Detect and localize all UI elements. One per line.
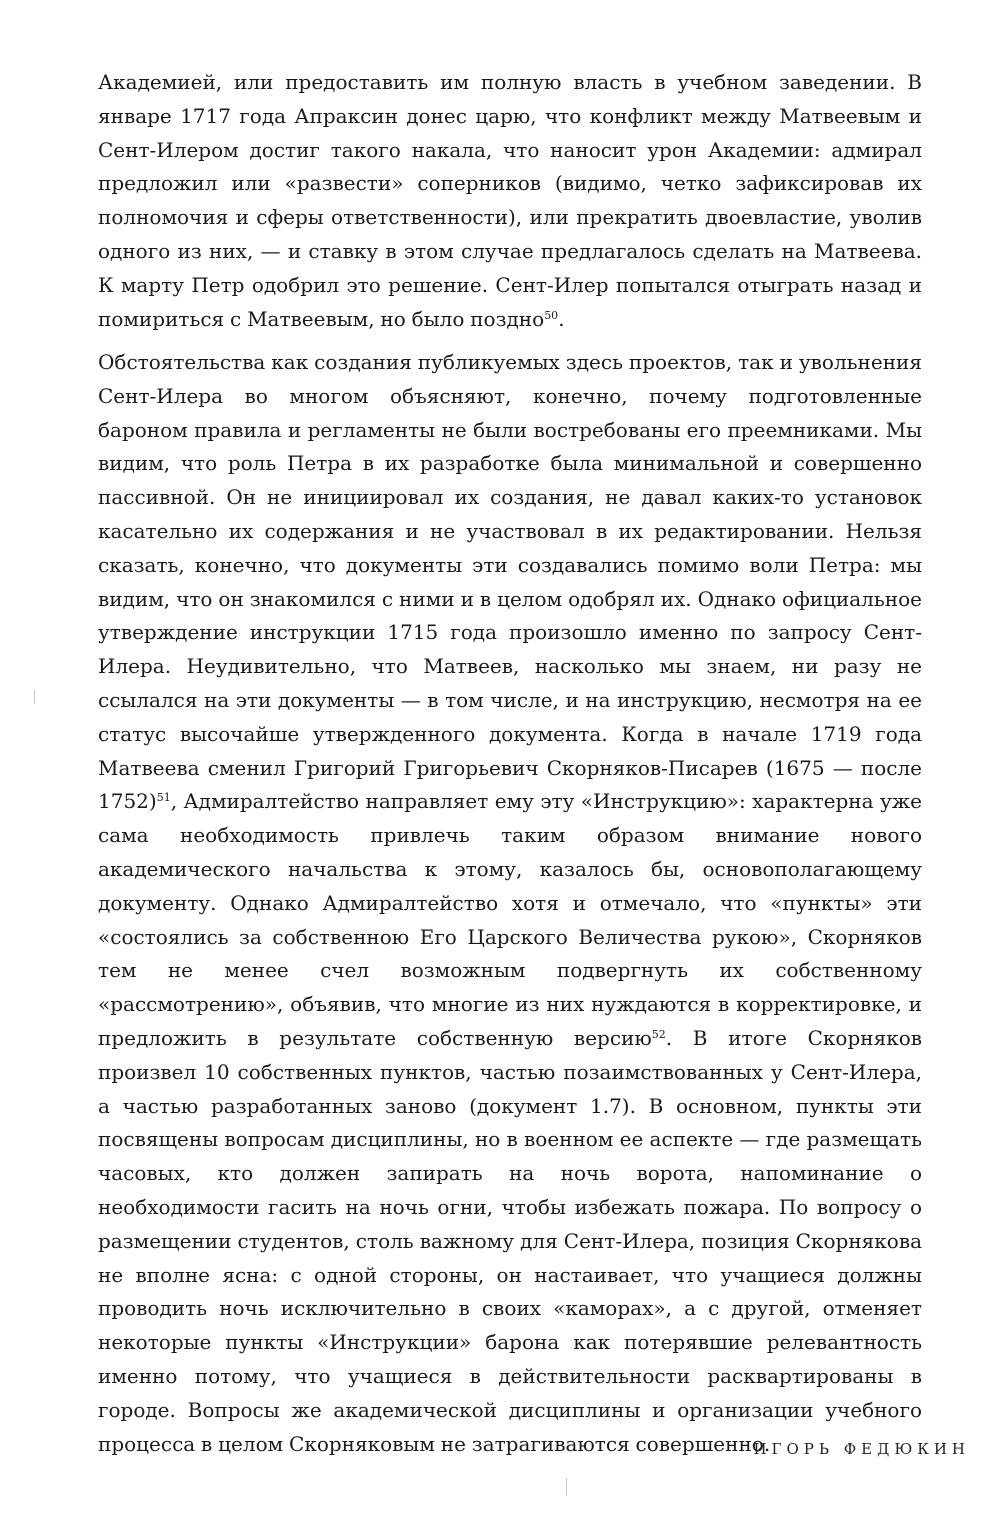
running-footer-author: ИГОРЬ ФЕДЮКИН — [753, 1440, 970, 1458]
margin-mark — [566, 1478, 567, 1496]
paragraph-2-part-2: , Адмиралтейство направляет ему эту «Инструкцию»: характерна уже сама необходимость привлечь таким образом внимание нового академического начальства к этому, казалось бы, основополагающему документу. Однако Адмиралтейство хотя и отмечало, что «пункты» эти «состоялись за собственною Его Царского Величества рукою», Скорняков тем не менее счел возможным подвергнуть их собственному «рассмотрению», объявив, что многие из них нуждаются в корректировке, и предложить в результате собственную версию — [98, 789, 922, 1050]
paragraph-text — [98, 346, 922, 1461]
paragraph-text — [98, 66, 922, 336]
paragraph — [98, 66, 922, 336]
footnote-ref-51: 51 — [156, 791, 171, 805]
paragraph-1-text: Академией, или предоставить им полную власть в учебном заведении. В январе 1717 года Апраксин донес царю, что конфликт между Матвеевым и Сент-Илером достиг такого накала, что наносит урон Академии: адмирал предложил или «развести» соперников (видимо, четко зафиксировав их полномочия и сферы ответственности), или прекратить двоевластие, уволив одного из них, — и ставку в этом случае предлагалось сделать на Матвеева. К марту Петр одобрил это решение. Сент-Илер попытался отыграть назад и помириться с Матвеевым, но было поздно — [98, 70, 922, 331]
paragraph-2-part-1: Обстоятельства как создания публикуемых здесь проектов, так и увольнения Сент-Илера во многом объясняют, конечно, почему подготовленные бароном правила и регламенты не были востребованы его преемниками. Мы видим, что роль Петра в их разработке была минимальной и совершенно пассивной. Он не инициировал их создания, не давал каких-то установок касательно их содержания и не участвовал в их редактировании. Нельзя сказать, конечно, что документы эти создавались помимо воли Петра: мы видим, что он знакомился с ними и в целом одобрял их. Однако официальное утверждение инструкции 1715 года произошло именно по запросу Сент-Илера. Неудивительно, что Матвеев, насколько мы знаем, ни разу не ссылался на эти документы — в том числе, и на инструкцию, несмотря на ее статус высочайше утвержденного документа. Когда в начале 1719 года Матвеева сменил Григорий Григорьевич Скорняков-Писарев (1675 — после 1752) — [98, 350, 922, 814]
paragraph-1-end: . — [558, 306, 565, 331]
footnote-ref-52: 52 — [651, 1027, 666, 1041]
margin-mark — [34, 690, 35, 704]
paragraph-2-part-3: . В итоге Скорняков произвел 10 собственных пунктов, частью позаимствованных у Сент-Илера, а частью разработанных заново (документ 1.7). В основном, пункты эти посвящены вопросам дисциплины, но в военном ее аспекте — где размещать часовых, кто должен запирать на ночь ворота, напоминание о необходимости гасить на ночь огни, чтобы избежать пожара. По вопросу о размещении студентов, столь важному для Сент-Илера, позиция Скорнякова не вполне ясна: с одной стороны, он настаивает, что учащиеся должны проводить ночь исключительно в своих «каморах», а с другой, отменяет некоторые пункты «Инструкции» барона как потерявшие релевантность именно потому, что учащиеся в действительности расквартированы в городе. Вопросы же академической дисциплины и организации учебного процесса в целом Скорняковым не затрагиваются совершенно. — [98, 1025, 922, 1456]
footnote-ref-50: 50 — [544, 308, 559, 322]
paragraph — [98, 346, 922, 1461]
